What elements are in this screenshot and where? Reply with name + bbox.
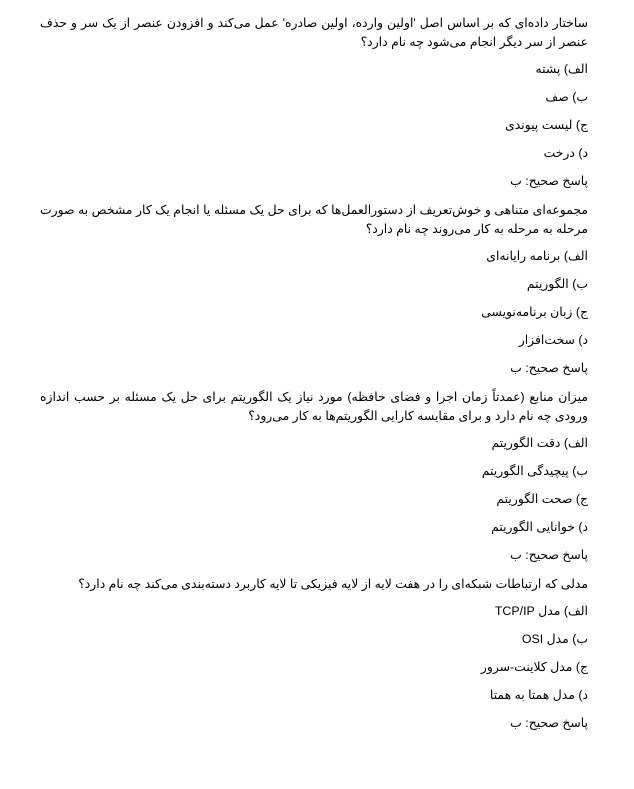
question-block-2 xyxy=(40,201,588,376)
option-4-a: الف) مدل TCP/IP xyxy=(494,604,588,618)
option-3-c: ج) صحت الگوریتم xyxy=(496,492,588,506)
question-text-2: مجموعه‌ای متناهی و خوش‌تعریف از دستورالعمل‌ها که برای حل یک مسئله یا انجام یک کار مشخص به صورت مرحله به مرحله به کار می‌روند چه نام دارد؟ xyxy=(40,203,588,236)
question-text-3: میزان منابع (عمدتاً زمان اجرا و فضای حافظه) مورد نیاز یک الگوریتم برای حل یک مسئله بر حسب اندازه ورودی چه نام دارد و برای مقایسه کارایی الگوریتم‌ها به کار می‌رود؟ xyxy=(40,390,588,423)
option-2-d: د) سخت‌افزار xyxy=(518,333,588,347)
question-text-4: مدلی که ارتباطات شبکه‌ای را در هفت لایه از لایه فیزیکی تا لایه کاربرد دسته‌بندی می‌کند چه نام دارد؟ xyxy=(78,577,588,591)
answer-3: پاسخ صحیح: ب xyxy=(510,548,588,562)
option-4-d: د) مدل همتا به همتا xyxy=(489,688,588,702)
question-block-4 xyxy=(40,575,588,731)
answer-4: پاسخ صحیح: ب xyxy=(510,716,588,730)
option-1-d: د) درخت xyxy=(543,146,588,160)
answer-2: پاسخ صحیح: ب xyxy=(510,361,588,375)
question-block-1 xyxy=(40,14,588,189)
option-3-b: ب) پیچیدگی الگوریتم xyxy=(481,464,588,478)
answer-1: پاسخ صحیح: ب xyxy=(510,174,588,188)
question-block-3 xyxy=(40,388,588,563)
option-3-a: الف) دقت الگوریتم xyxy=(491,436,588,450)
option-4-b: ب) مدل OSI xyxy=(521,632,588,646)
document-page xyxy=(40,14,588,743)
option-2-a: الف) برنامه رایانه‌ای xyxy=(486,249,588,263)
option-1-b: ب) صف xyxy=(545,90,588,104)
question-text-1: ساختار داده‌ای که بر اساس اصل 'اولین وارده، اولین صادره' عمل می‌کند و افزودن عنصر از یک سر و حذف عنصر از سر دیگر انجام می‌شود چه نام دارد؟ xyxy=(40,16,588,49)
option-2-b: ب) الگوریتم xyxy=(526,277,588,291)
option-3-d: د) خوانایی الگوریتم xyxy=(491,520,588,534)
option-4-c: ج) مدل کلاینت-سرور xyxy=(480,660,588,674)
option-2-c: ج) زبان برنامه‌نویسی xyxy=(481,305,588,319)
option-1-c: ج) لیست پیوندی xyxy=(505,118,588,132)
option-1-a: الف) پشته xyxy=(535,62,588,76)
